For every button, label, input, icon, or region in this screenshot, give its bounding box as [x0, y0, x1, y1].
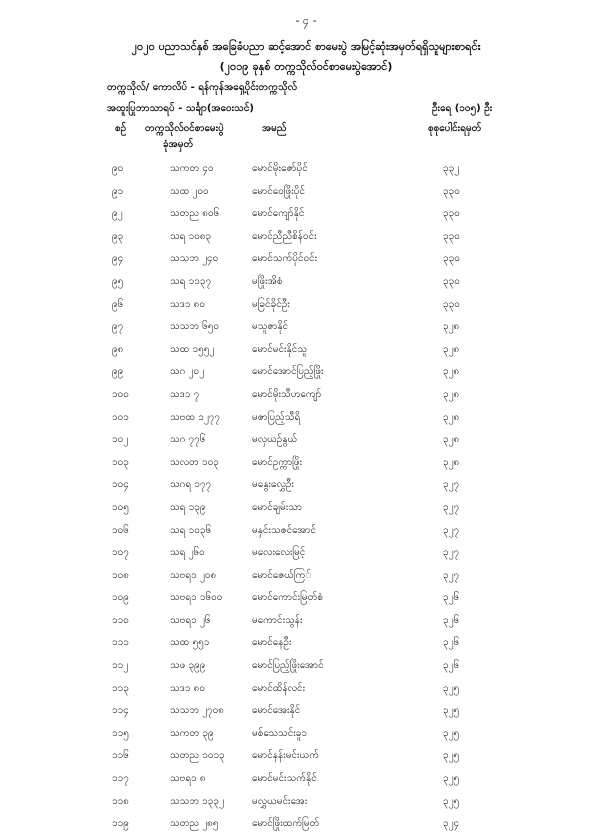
row-number: ၁၁၉ — [112, 818, 129, 830]
university-line: တက္ကသိုလ်/ ကောလိပ် - ရန်ကုန်အရှေ့ပိုင်းတက္ကသိုလ် — [107, 82, 297, 93]
total-score: ၃၃၂ — [443, 163, 460, 174]
total-score: ၃၂၈ — [443, 411, 460, 423]
table-row — [0, 500, 612, 523]
student-name: မောင်နန်းမင်းယက် — [252, 750, 319, 762]
table-row — [0, 748, 612, 771]
table-row — [0, 568, 612, 591]
student-name: မောင်ကျော်နိုင် — [252, 208, 305, 220]
roll-number: သဒ၁ ၇ — [170, 388, 200, 400]
roll-number: သကတ ၄၀ — [170, 163, 214, 174]
table-row — [0, 590, 612, 613]
roll-number: သဗရ၁ ၂၆ — [170, 614, 211, 626]
student-name: မလှယဉ်နွယ် — [252, 434, 298, 446]
page-number: - ၄ - — [295, 14, 317, 27]
row-number: ၁၀၃ — [112, 456, 129, 468]
total-score: ၃၂၅ — [443, 773, 460, 785]
table-row — [0, 342, 612, 365]
total-score: ၃၂၆ — [443, 660, 460, 672]
student-name: မောင်မင်းသက်နိုင် — [252, 773, 317, 785]
table-row — [0, 613, 612, 636]
roll-number: သဂ ၇၇၆ — [170, 434, 206, 446]
table-row — [0, 477, 612, 500]
row-number: ၉၀ — [112, 163, 124, 174]
table-row — [0, 297, 612, 320]
total-score: ၃၂၅ — [443, 682, 460, 694]
roll-number: သသဘ ၆၅၀ — [170, 321, 220, 333]
student-name: မောင်မိုးသီဟကျော် — [252, 388, 322, 400]
table-row — [0, 771, 612, 794]
table-row — [0, 251, 612, 274]
roll-number: သထ ၁၅၅၂ — [170, 343, 215, 355]
row-number: ၁၀၂ — [112, 434, 129, 446]
total-score: ၃၃၀ — [443, 208, 460, 220]
total-score: ၃၃၀ — [443, 275, 460, 287]
table-row — [0, 364, 612, 387]
total-score: ၃၃၀ — [443, 253, 460, 265]
total-score: ၃၂၇ — [443, 547, 460, 559]
table-row — [0, 229, 612, 252]
table-row — [0, 794, 612, 817]
column-header-name: အမည် — [262, 123, 287, 134]
table-row — [0, 523, 612, 546]
roll-number: သရ ၁၃၉ — [170, 501, 206, 513]
roll-number: သတည ၂၈၅ — [170, 818, 219, 830]
row-number: ၁၁၈ — [112, 795, 129, 807]
roll-number: သထ ၂၀၀ — [170, 185, 209, 197]
roll-number: သတည ၁၀၁၃ — [170, 750, 225, 762]
row-number: ၁၁၄ — [112, 705, 129, 717]
total-score: ၃၂၅ — [443, 727, 460, 739]
student-name: မောင်ကောင်းမြတ်စံ — [252, 592, 323, 604]
total-score: ၃၂၅ — [443, 750, 460, 762]
row-number: ၉၅ — [112, 275, 124, 287]
row-number: ၁၁၃ — [112, 682, 129, 694]
roll-number: သဂ ၂၀၂ — [170, 366, 205, 378]
column-header-score: စုစုပေါင်းရမှတ် — [428, 123, 482, 134]
table-row — [0, 387, 612, 410]
row-number: ၁၀၅ — [112, 501, 129, 513]
total-score: ၃၃၀ — [443, 185, 460, 197]
table-row — [0, 206, 612, 229]
total-score: ၃၂၆ — [443, 614, 460, 626]
roll-number: သဖ ၃၉၉ — [170, 660, 206, 672]
roll-number: သသဘ ၂၇၀၈ — [170, 705, 225, 717]
total-score: ၃၂၈ — [443, 434, 460, 446]
row-number: ၁၁၆ — [112, 750, 129, 762]
roll-number: သဗထ ၁၂၇၇ — [170, 411, 221, 423]
row-number: ၁၀၀ — [112, 388, 129, 400]
table-row — [0, 658, 612, 681]
roll-number: သဒ၁ ၈၀ — [170, 682, 206, 694]
row-number: ၁၁၅ — [112, 727, 129, 739]
table-row — [0, 432, 612, 455]
student-name: မောင်သက်ပိုင်ဝင်း — [252, 253, 318, 265]
total-score: ၃၂၄ — [443, 818, 460, 830]
roll-number: သတည ၈၀၆ — [170, 208, 220, 220]
student-name: မစ်သေသင်းခူ၁ — [252, 727, 308, 739]
count-line: ဦးရေ (၁၀၅) ဦး — [432, 103, 493, 114]
table-row — [0, 410, 612, 433]
table-row — [0, 635, 612, 658]
row-number: ၁၀၉ — [112, 592, 129, 604]
roll-number: သရ ၁၀၃၆ — [170, 524, 212, 536]
student-name: မခြင်ခိုင်ဦး — [252, 298, 290, 310]
document-title: ၂၀၂၀ ပညာသင်နှစ် အခြေခံပညာ ဆင့်အောင် စာမေးပွဲ အမြင့်ဆုံးအမှတ်ရရှိသူများစာရင်း — [131, 40, 481, 53]
table-row — [0, 816, 612, 839]
column-header-no: စဉ် — [115, 123, 127, 134]
total-score: ၃၂၅ — [443, 795, 460, 807]
total-score: ၃၂၈ — [443, 388, 460, 400]
row-number: ၉၇ — [112, 321, 124, 333]
student-name: မနှင်းသဇင်အောင် — [252, 524, 317, 536]
row-number: ၁၀၈ — [112, 569, 129, 581]
total-score: ၃၂၈ — [443, 366, 460, 378]
total-score: ၃၂၇ — [443, 479, 460, 491]
roll-number: သထ ၅၅၁ — [170, 637, 210, 649]
student-name: မကောင်းသွန်း — [252, 614, 303, 626]
student-name: မောင်ညီညီစိန်ဝင်း — [252, 230, 317, 242]
table-row — [0, 455, 612, 478]
student-name: မနွေးလွှေဦး — [252, 479, 294, 491]
student-name: မောင်နေဦး — [252, 637, 292, 649]
total-score: ၃၂၆ — [443, 592, 460, 604]
total-score: ၃၂၆ — [443, 637, 460, 649]
student-name: မောင်အောင်ပြည့်ဖြိုး — [252, 366, 324, 378]
row-number: ၉၃ — [112, 230, 124, 242]
student-name: မောင်ဥက္ကာဖြိုး — [252, 456, 303, 468]
table-row — [0, 319, 612, 342]
total-score: ၃၂၅ — [443, 705, 460, 717]
roll-number: သဗရ၁ ၁၆၀၀ — [170, 592, 223, 604]
table-row — [0, 545, 612, 568]
roll-number: သဗရ၁ ၂၀၈ — [170, 569, 217, 581]
student-name: မောင်မင်းနိုင်သူ — [252, 343, 307, 355]
results-table — [0, 161, 612, 839]
column-header-roll-2: ခုံအမှတ် — [163, 139, 194, 150]
row-number: ၁၁၇ — [112, 773, 129, 785]
total-score: ၃၃၀ — [443, 230, 460, 242]
row-number: ၉၄ — [112, 253, 124, 265]
student-name: မောင်ဝေဖြိုးပိုင် — [252, 185, 306, 197]
total-score: ၃၂၈ — [443, 456, 460, 468]
student-name: မောင်ဇေယ်ကြ် — [252, 569, 312, 581]
roll-number: သဒ၁ ၈၀ — [170, 298, 206, 310]
row-number: ၁၁၂ — [112, 660, 129, 672]
roll-number: သဂရ ၁၇၇ — [170, 479, 212, 491]
table-row — [0, 681, 612, 704]
roll-number: သရ ၁၀၈၃ — [170, 230, 212, 242]
row-number: ၉၈ — [112, 343, 124, 355]
total-score: ၃၂၈ — [443, 321, 460, 333]
row-number: ၉၁ — [112, 185, 124, 197]
student-name: မောင်ထိန်လင်း — [252, 682, 306, 694]
student-name: မသူဇာနိုင် — [252, 321, 289, 333]
table-row — [0, 726, 612, 749]
row-number: ၉၂ — [112, 208, 123, 220]
row-number: ၁၀၆ — [112, 524, 129, 536]
student-name: မောင်ဖြိုးထက်မြတ် — [252, 818, 320, 830]
student-name: မောင်ပြည့်ဖြိုးအောင် — [252, 660, 324, 672]
student-name: မဇာပြည့်သီရိ — [252, 411, 301, 423]
table-row — [0, 703, 612, 726]
total-score: ၃၃၀ — [443, 298, 460, 310]
roll-number: သဗရ၁ ၈ — [170, 773, 206, 785]
total-score: ၃၂၇ — [443, 524, 460, 536]
roll-number: သကတ ၃၉ — [170, 727, 214, 739]
document-subtitle: (၂၀၁၉ ခုနှစ် တက္ကသိုလ်ဝင်စာမေးပွဲအောင်) — [219, 60, 393, 73]
table-row — [0, 184, 612, 207]
roll-number: သသဘ ၁၃၃၂ — [170, 795, 224, 807]
roll-number: သရ ၁၁၃၇ — [170, 275, 212, 287]
roll-number: သသဘ ၂၄၀ — [170, 253, 219, 265]
row-number: ၁၀၄ — [112, 479, 129, 491]
row-number: ၉၉ — [112, 366, 124, 378]
student-name: မလွှယမင်းအေး — [252, 795, 308, 807]
table-row — [0, 161, 612, 184]
roll-number: သရ ၂၆၀ — [170, 547, 205, 559]
student-name: မောင်အေးနိုင် — [252, 705, 301, 717]
subject-line: အထူးပြုဘာသာရပ် - သင်္ချာ(အဝေးသင်) — [107, 103, 254, 114]
total-score: ၃၂၇ — [443, 569, 460, 581]
table-row — [0, 274, 612, 297]
row-number: ၁၀၁ — [112, 411, 129, 423]
student-name: မလေးလေးမြင့် — [252, 547, 306, 559]
student-name: မောင်မိုးဇော်ပိုင် — [252, 163, 308, 174]
column-header-roll: တက္ကသိုလ်ဝင်စာမေးပွဲ — [145, 123, 224, 134]
row-number: ၉၆ — [112, 298, 124, 310]
total-score: ၃၂၈ — [443, 343, 460, 355]
roll-number: သလတ ၁၀၃ — [170, 456, 219, 468]
student-name: မောင်ချမ်းသာ — [252, 501, 303, 513]
total-score: ၃၂၇ — [443, 501, 460, 513]
student-name: မဖြိုးအိစံ — [252, 275, 283, 287]
row-number: ၁၀၇ — [112, 547, 129, 559]
row-number: ၁၁၁ — [112, 637, 129, 649]
row-number: ၁၁၀ — [112, 614, 129, 626]
